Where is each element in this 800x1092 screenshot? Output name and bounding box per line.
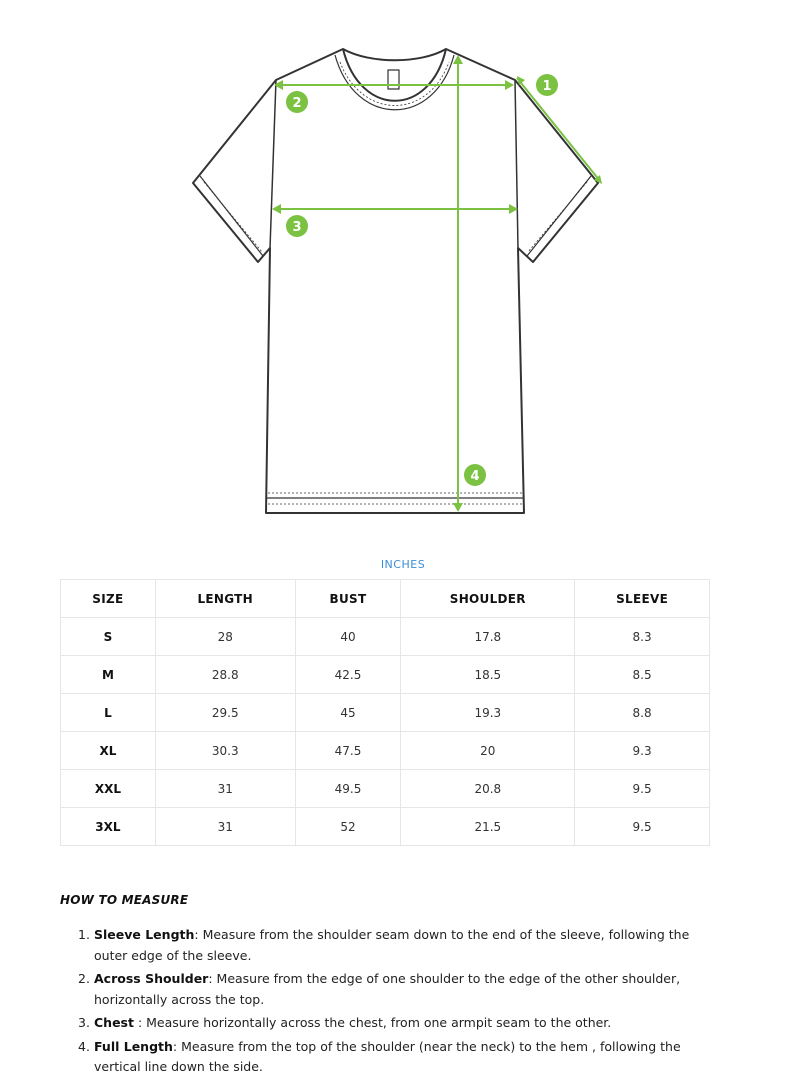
cell-bust: 42.5 (295, 656, 401, 694)
list-item (78, 1037, 698, 1078)
marker-4 (464, 464, 486, 486)
list-item (78, 1013, 698, 1034)
svg-text:2: 2 (292, 96, 302, 111)
cell-shoulder: 18.5 (401, 656, 575, 694)
cell-bust: 52 (295, 808, 401, 846)
step-text: : Measure from the shoulder seam down to the end of the sleeve, following the outer edge of the sleeve. (94, 927, 690, 963)
table-row (61, 694, 710, 732)
cell-sleeve: 8.3 (575, 618, 710, 656)
cell-bust: 45 (295, 694, 401, 732)
table-row (61, 618, 710, 656)
cell-size: XXL (61, 770, 156, 808)
step-text: : Measure from the top of the shoulder (near the neck) to the hem , following the vertical line down the side. (94, 1038, 681, 1074)
header-size: SIZE (61, 580, 156, 618)
cell-size: M (61, 656, 156, 694)
cell-bust: 49.5 (295, 770, 401, 808)
cell-shoulder: 21.5 (401, 808, 575, 846)
list-item (78, 969, 698, 1010)
tshirt-measurement-diagram (0, 0, 800, 530)
cell-sleeve: 9.5 (575, 808, 710, 846)
cell-sleeve: 9.3 (575, 732, 710, 770)
step-text: : Measure horizontally across the chest, from one armpit seam to the other. (133, 1015, 612, 1030)
cell-size: L (61, 694, 156, 732)
cell-length: 31 (155, 770, 295, 808)
cell-shoulder: 20 (401, 732, 575, 770)
cell-length: 31 (155, 808, 295, 846)
step-text: : Measure from the edge of one shoulder to the edge of the other shoulder, horizontally across the top. (94, 971, 681, 1007)
header-sleeve: SLEEVE (575, 580, 710, 618)
marker-2 (286, 91, 308, 113)
step-number: 4. (78, 1038, 90, 1054)
cell-bust: 40 (295, 618, 401, 656)
step-number: 2. (78, 971, 90, 986)
table-row (61, 732, 710, 770)
measure-steps-list (78, 925, 698, 1081)
step-term: Sleeve Length (94, 927, 195, 942)
svg-text:1: 1 (542, 79, 552, 94)
header-length: LENGTH (155, 580, 295, 618)
header-shoulder: SHOULDER (401, 580, 575, 618)
cell-shoulder: 17.8 (401, 618, 575, 656)
measurement-lines (272, 55, 602, 512)
table-row (61, 808, 710, 846)
list-item (78, 925, 698, 966)
table-row (61, 770, 710, 808)
cell-bust: 47.5 (295, 732, 401, 770)
marker-3 (286, 215, 308, 237)
header-bust: BUST (295, 580, 401, 618)
svg-text:4: 4 (470, 469, 480, 484)
step-number: 3. (78, 1015, 90, 1030)
step-term: Full Length (94, 1038, 173, 1054)
cell-length: 28 (155, 618, 295, 656)
cell-sleeve: 8.5 (575, 656, 710, 694)
cell-size: S (61, 618, 156, 656)
step-term: Across Shoulder (94, 971, 209, 986)
step-term: Chest (94, 1015, 134, 1030)
cell-length: 30.3 (155, 732, 295, 770)
size-chart-table (60, 579, 710, 846)
cell-size: 3XL (61, 808, 156, 846)
tshirt-outline (193, 49, 598, 513)
cell-size: XL (61, 732, 156, 770)
cell-sleeve: 9.5 (575, 770, 710, 808)
marker-1 (536, 74, 558, 96)
cell-sleeve: 8.8 (575, 694, 710, 732)
cell-length: 29.5 (155, 694, 295, 732)
unit-label: INCHES (380, 558, 426, 571)
cell-shoulder: 20.8 (401, 770, 575, 808)
step-number: 1. (78, 927, 90, 942)
how-to-measure-title: HOW TO MEASURE (60, 893, 189, 907)
cell-shoulder: 19.3 (401, 694, 575, 732)
cell-length: 28.8 (155, 656, 295, 694)
svg-text:3: 3 (292, 220, 302, 235)
table-header-row (61, 580, 710, 618)
table-row (61, 656, 710, 694)
